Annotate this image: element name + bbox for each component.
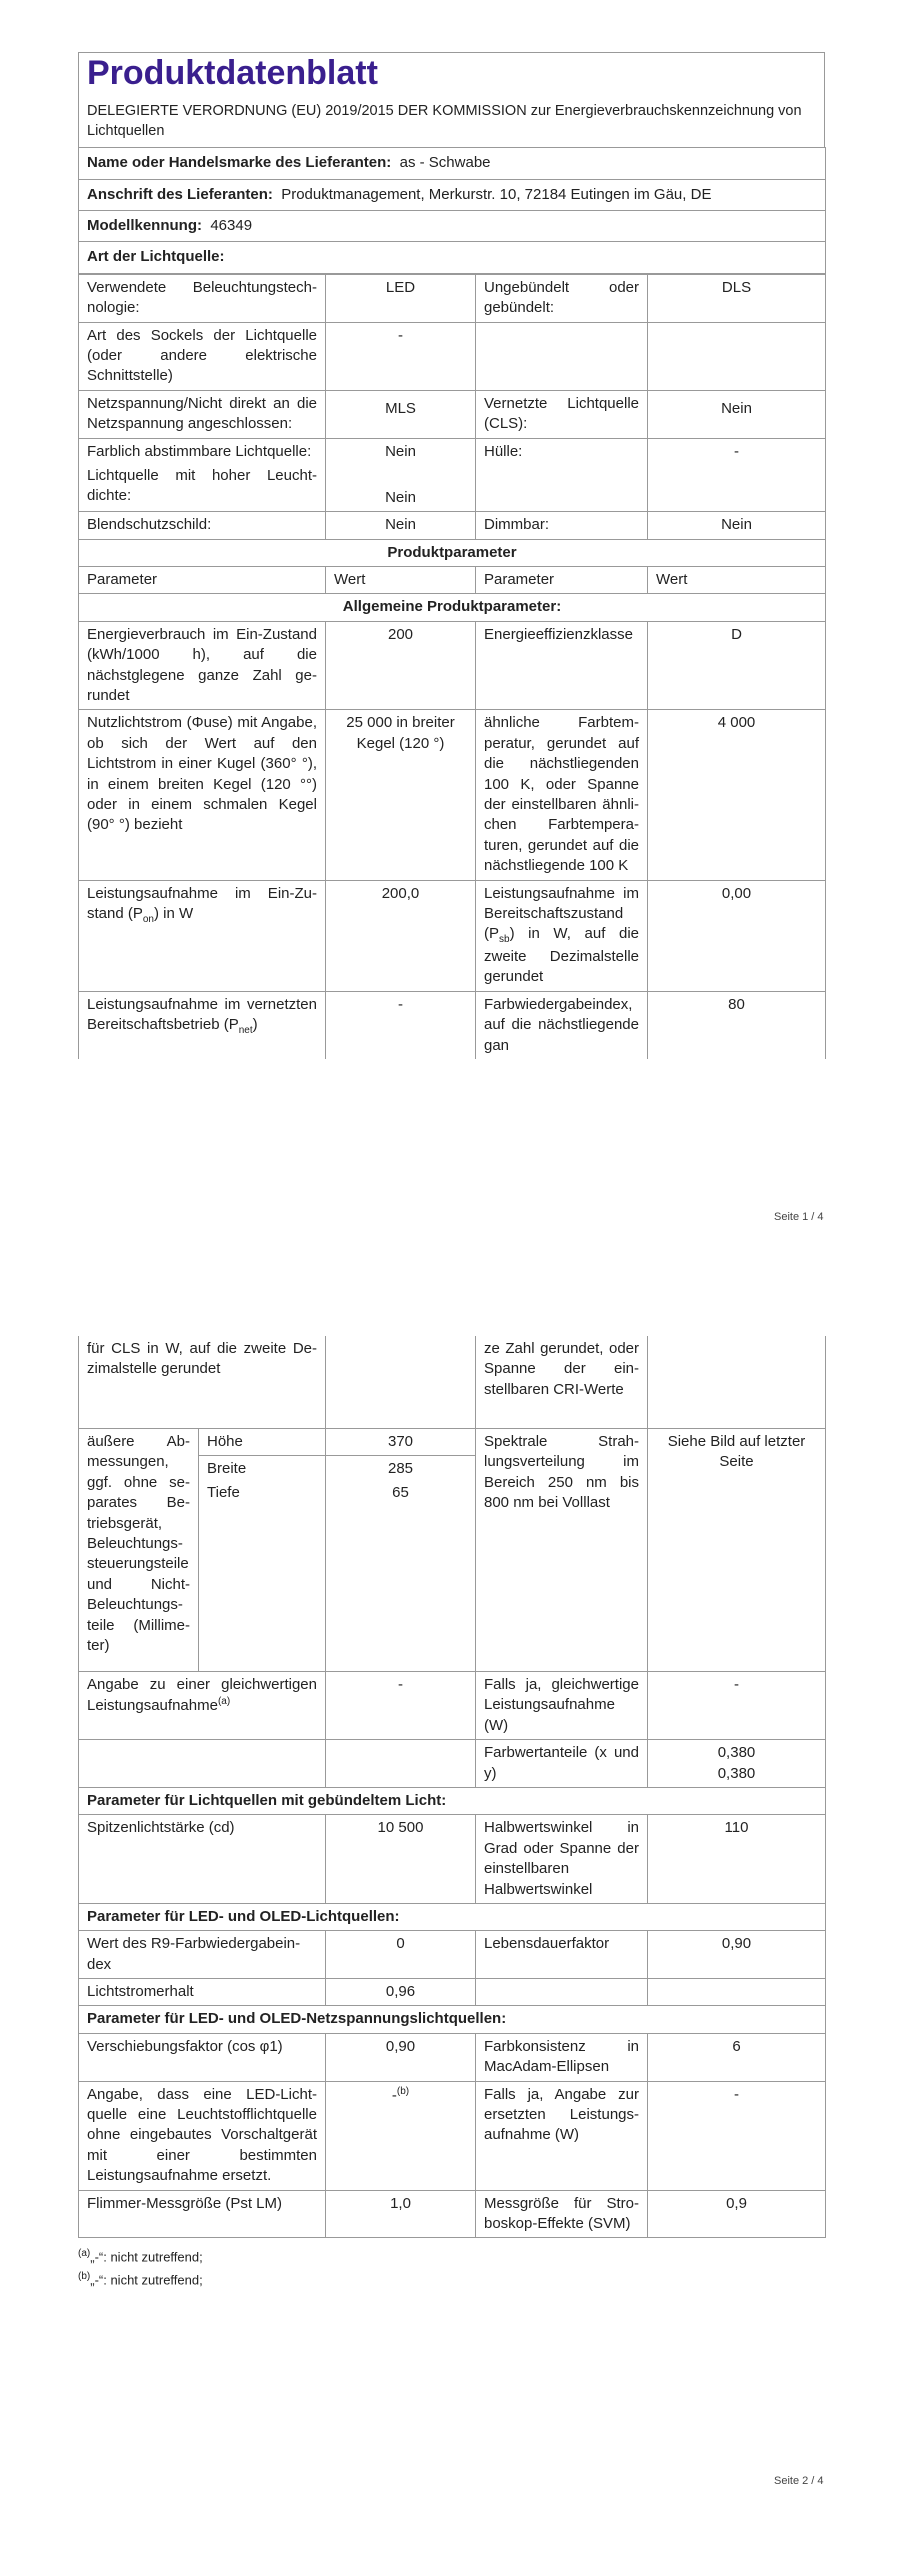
high-luminance-value: Nein: [385, 488, 416, 506]
cct-value: 4 000: [648, 710, 826, 880]
peak-value: 10 500: [326, 1815, 476, 1904]
flux-label: Nutzlichtstrom (Φuse) mit Angabe, ob sich der Wert auf den Lichtstrom in einer Kugel (360° °), in einem breiten Kegel (120 °°) oder in einem schmalen Kegel (90° °) bezieht: [79, 710, 326, 880]
col-header-param-1: Parameter: [79, 567, 326, 594]
led-header: Parameter für LED- und OLED-Lichtquellen:: [79, 1903, 826, 1930]
equivalent-footnote-mark: (a): [217, 1696, 231, 1708]
dimensions-values: [326, 1429, 476, 1672]
socket-empty-1: [476, 322, 648, 390]
col-header-param-2: Parameter: [476, 567, 648, 594]
cri-value: 80: [648, 991, 826, 1059]
bundled-label: Ungebündelt oder gebündelt:: [476, 274, 648, 322]
model-label: Modellkennung:: [87, 217, 202, 235]
dpf-label: Verschiebungsfaktor (cos φ1): [79, 2033, 326, 2081]
consistency-label: Farbkonsistenz in MacAdam-Ellipsen: [476, 2033, 648, 2081]
footnote-b-text: „-“: nicht zutreffend;: [90, 2271, 203, 2287]
flux-value: 25 000 in breiter Kegel (120 °): [326, 710, 476, 880]
depth-value: 65: [392, 1483, 409, 1501]
dimmable-label: Dimmbar:: [476, 512, 648, 539]
bundled-value: DLS: [648, 274, 826, 322]
glare-label: Blendschutzschild:: [79, 512, 326, 539]
flicker-value: 1,0: [326, 2190, 476, 2238]
replace-footnote-mark: (b): [396, 2085, 410, 2097]
footnote-a-mark: (a): [78, 2248, 91, 2260]
pnet-subscript: net: [238, 1025, 253, 1037]
energy-value: 200: [326, 621, 476, 710]
socket-empty-2: [648, 322, 826, 390]
pon-label-unit: ) in W: [154, 904, 194, 922]
cri-label: Farbwiedergabeindex, auf die nächstliegende gan: [476, 991, 648, 1059]
peak-label: Spitzenlichtstärke (cd): [79, 1815, 326, 1904]
footnote-b-mark: (b): [78, 2270, 91, 2282]
high-luminance-label: Lichtquelle mit hoher Leuchtdichte:: [87, 466, 317, 505]
depth-label: Tiefe: [207, 1483, 240, 1501]
efficiency-value: D: [648, 621, 826, 710]
height-value: 370: [326, 1429, 475, 1456]
pnet-label-continued: für CLS in W, auf die zweite Dezimalstelle gerundet: [79, 1336, 326, 1429]
mains-value: MLS: [326, 390, 476, 438]
beam-value: 110: [648, 1815, 826, 1904]
maintenance-label: Lichtstromerhalt: [79, 1979, 326, 2006]
equivalent-label-text: Angabe zu einer gleichwertigen Leistungsaufnahme: [87, 1676, 317, 1715]
spectral-value: Siehe Bild auf letzter Seite: [648, 1429, 826, 1672]
regulation-text: DELEGIERTE VERORDNUNG (EU) 2019/2015 DER KOMMISSION zur Energieverbrauchskennzeichnung von Lichtquellen: [78, 98, 825, 147]
tunable-value: Nein: [385, 442, 416, 460]
supplier-address-label: Anschrift des Lieferanten:: [87, 185, 273, 203]
width-value: 285: [387, 1460, 414, 1478]
maintenance-empty-2: [648, 1979, 826, 2006]
pon-value: 200,0: [326, 880, 476, 991]
energy-label: Energieverbrauch im Ein-Zustand (kWh/1000 h), auf die nächstglegene ganze Zahl gerundet: [79, 621, 326, 710]
maintenance-empty-1: [476, 1979, 648, 2006]
general-params-header: Allgemeine Produktparameter:: [79, 594, 826, 621]
pnet-label: [79, 991, 326, 1059]
cct-label: ähnliche Farbtemperatur, gerundet auf die nächstliegenden 100 K, oder Spanne der einstellbaren ähnlichen Farbtemperaturen, gerundet auf die nächstliegende 100 K: [476, 710, 648, 880]
technology-value: LED: [326, 274, 476, 322]
glare-value: Nein: [326, 512, 476, 539]
maintenance-value: 0,96: [326, 1979, 476, 2006]
directional-header: Parameter für Lichtquellen mit gebündeltem Licht:: [79, 1787, 826, 1814]
beam-label: Halbwertswinkel in Grad oder Spanne der einstellbaren Halbwertswinkel: [476, 1815, 648, 1904]
r9-label: Wert des R9-Farbwiedergabeindex: [79, 1931, 326, 1979]
survival-label: Lebensdauerfaktor: [476, 1931, 648, 1979]
supplier-address-row: [79, 179, 826, 210]
chroma-label: Farbwertanteile (x und y): [476, 1740, 648, 1788]
flicker-label: Flimmer-Messgröße (Pst LM): [79, 2190, 326, 2238]
consistency-value: 6: [648, 2033, 826, 2081]
dimmable-value: Nein: [648, 512, 826, 539]
efficiency-label: Energieeffizienzklasse: [476, 621, 648, 710]
psb-value: 0,00: [648, 880, 826, 991]
tunable-high-luminance-values: [326, 438, 476, 512]
replace-ifyes-label: Falls ja, Angabe zur ersetzten Leistungsaufnahme (W): [476, 2081, 648, 2190]
col-header-value-2: Wert: [648, 567, 826, 594]
width-label: Breite: [207, 1460, 247, 1478]
equivalent-label: [79, 1672, 326, 1740]
networked-value: Nein: [648, 390, 826, 438]
light-source-table: [78, 274, 826, 1059]
params-continued-table: [78, 1336, 826, 2238]
footnote-b: [78, 2269, 825, 2291]
model-value: 46349: [210, 217, 253, 235]
pnet-label-close: ): [252, 1016, 258, 1034]
datasheet-page-2: [78, 1336, 825, 2291]
psb-label-unit: ) in W, auf die zweite Dezimalstelle gerundet: [484, 925, 639, 986]
chroma-empty-1: [79, 1740, 326, 1788]
equivalent-ifyes-value: -: [648, 1672, 826, 1740]
envelope-label: Hülle:: [476, 438, 648, 512]
led-mains-header: Parameter für LED- und OLED-Netzspannungslichtquellen:: [79, 2006, 826, 2033]
page-title: Produktdatenblatt: [78, 52, 825, 98]
equivalent-ifyes-label: Falls ja, gleichwertige Leistungsaufnahme (W): [476, 1672, 648, 1740]
tunable-label: Farblich abstimmbare Lichtquelle:: [87, 442, 312, 460]
chroma-empty-2: [326, 1740, 476, 1788]
chroma-x: 0,380: [717, 1744, 756, 1762]
dpf-value: 0,90: [326, 2033, 476, 2081]
replace-value: [326, 2081, 476, 2190]
socket-label: Art des Sockels der Lichtquelle (oder andere elektrische Schnittstelle): [79, 322, 326, 390]
survival-value: 0,90: [648, 1931, 826, 1979]
equivalent-value: -: [326, 1672, 476, 1740]
supplier-name-row: [79, 148, 826, 179]
spectral-label: Spektrale Strahlungsverteilung im Bereich 250 nm bis 800 nm bei Volllast: [476, 1429, 648, 1672]
mains-label: Netzspannung/Nicht direkt an die Netzspannung angeschlossen:: [79, 390, 326, 438]
dimensions-names: [199, 1429, 326, 1672]
height-label: Höhe: [199, 1429, 325, 1456]
psb-label: [476, 880, 648, 991]
supplier-name-value: as - Schwabe: [399, 154, 491, 172]
pon-subscript: on: [142, 913, 154, 925]
model-row: [79, 211, 826, 242]
replace-label: Angabe, dass eine LED-Lichtquelle eine Leuchtstofflichtquelle ohne eingebautes Vorschaltgerät mit einer bestimmten Leistungsaufnahme ersetzt.: [79, 2081, 326, 2190]
footnotes: [78, 2246, 825, 2290]
cri-continued-empty: [648, 1336, 826, 1429]
replace-value-text: -: [391, 2086, 397, 2104]
page-number-2: Seite 2 / 4: [774, 2475, 824, 2487]
svm-value: 0,9: [648, 2190, 826, 2238]
supplier-name-label: Name oder Handelsmarke des Lieferanten:: [87, 154, 392, 172]
chroma-y: 0,380: [717, 1764, 756, 1782]
psb-subscript: sb: [499, 934, 510, 946]
pnet-continued-empty: [326, 1336, 476, 1429]
col-header-value-1: Wert: [326, 567, 476, 594]
product-params-header: Produktparameter: [79, 539, 826, 566]
r9-value: 0: [326, 1931, 476, 1979]
pnet-value: -: [326, 991, 476, 1059]
footnote-a-text: „-“: nicht zutreffend;: [90, 2249, 203, 2265]
cri-label-continued: ze Zahl gerundet, oder Spanne der einstellbaren CRI-Werte: [476, 1336, 648, 1429]
socket-value: -: [326, 322, 476, 390]
light-source-header: Art der Lichtquelle:: [79, 242, 826, 273]
replace-ifyes-value: -: [648, 2081, 826, 2190]
tunable-high-luminance-cell: [79, 438, 326, 512]
pnet-label-text: Leistungsaufnahme im vernetzten Bereitschaftsbetrieb (P: [87, 995, 317, 1034]
pon-label: [79, 880, 326, 991]
networked-label: Vernetzte Lichtquelle (CLS):: [476, 390, 648, 438]
page-number-1: Seite 1 / 4: [774, 1211, 824, 1223]
svm-label: Messgröße für Stroboskop-Effekte (SVM): [476, 2190, 648, 2238]
technology-label: Verwendete Beleuchtungstechnologie:: [79, 274, 326, 322]
envelope-value: -: [648, 438, 826, 512]
pon-label-text: Leistungsaufnahme im Ein-Zustand (P: [87, 884, 317, 922]
psb-label-text: Leistungsaufnahme im Bereitschaftszustand (P: [484, 884, 639, 943]
supplier-address-value: Produktmanagement, Merkurstr. 10, 72184 Eutingen im Gäu, DE: [281, 185, 712, 203]
datasheet-page-1: [78, 52, 825, 1059]
dimensions-label: äußere Abmessungen, ggf. ohne separates Betriebsgerät, Beleuchtungssteuerungsteile und Nicht-Beleuchtungsteile (Millimeter): [79, 1429, 199, 1672]
footnote-a: [78, 2246, 825, 2268]
supplier-table: [78, 147, 826, 274]
chroma-values: [648, 1740, 826, 1788]
